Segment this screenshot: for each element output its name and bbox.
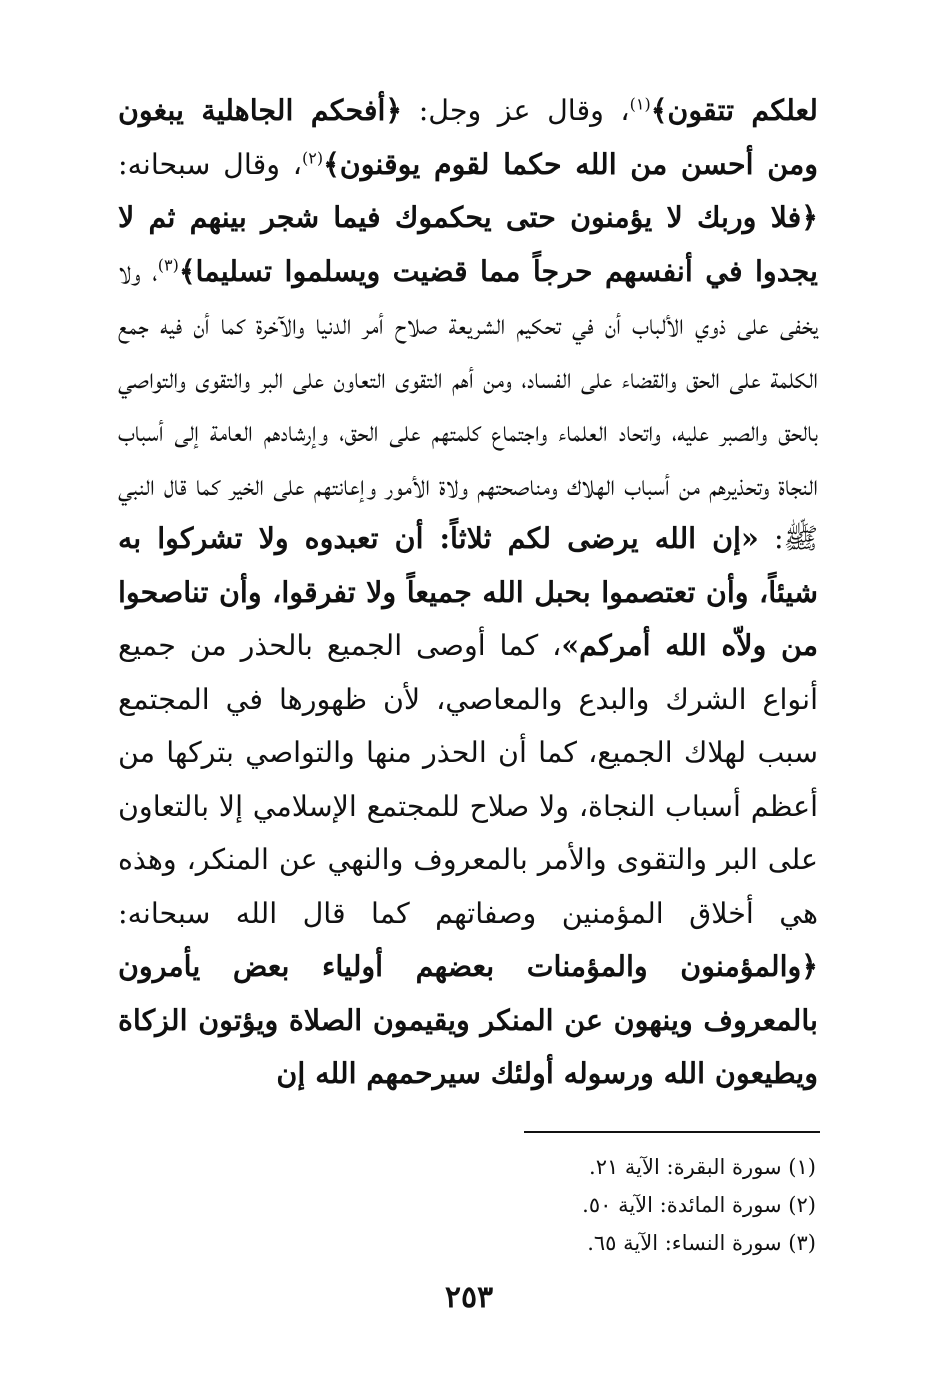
footnote-item: (١) سورة البقرة: الآية ٢١. (589, 1155, 816, 1179)
text-segment: ، كما أوصى الجميع بالحذر من جميع أنواع الشرك والبدع والمعاصي، لأن ظهورها في المجتمع سبب لهلاك الجميع، كما أن الحذر منها والتواصي بتركها من أعظم أسباب النجاة، ولا صلاح للمجتمع الإسلامي إلا بالتعاون على البر والتقوى والأمر بالمعروف والنهي عن المنكر، وهذه هي أخلاق المؤمنين وصفاتهم كما قال الله سبحانه: (118, 629, 818, 930)
footnotes-list (396, 1148, 816, 1262)
page-body (118, 84, 818, 1101)
hadith-quote: «إن الله يرضى لكم ثلاثاً: أن تعبدوه ولا تشركوا به شيئاً، وأن تعتصموا بحبل الله جميعاً ولا تفرقوا، وأن تناصحوا من ولاّه الله أمركم» (118, 521, 819, 662)
footnote-ref-3: (٣) (157, 255, 179, 274)
text-segment: ، وقال سبحانه: (118, 147, 302, 181)
page-number: ٢٥٣ (444, 1280, 494, 1315)
quran-verse: ﴿فلا وربك لا يؤمنون حتى يحكموك فيما شجر بينهم ثم لا يجدوا في أنفسهم حرجاً مما قضيت ويسلموا تسليما﴾ (118, 200, 818, 288)
footnote-ref-2: (٢) (301, 148, 324, 167)
quran-verse: ﴿أفحكم الجاهلية يبغون ومن أحسن من الله حكما لقوم يوقنون﴾ (118, 93, 818, 181)
footnote-separator (524, 1131, 820, 1133)
quran-verse-ending: لعلكم تتقون﴾ (650, 93, 818, 127)
text-segment: ، وقال عز وجل: (402, 94, 630, 127)
footnote-ref-1: (١) (629, 94, 651, 114)
footnote-item: (٣) سورة النساء: الآية ٦٥. (587, 1231, 816, 1255)
footnote-item: (٢) سورة المائدة: الآية ٥٠. (582, 1193, 816, 1217)
main-paragraph (118, 84, 818, 1101)
quran-verse: ﴿والمؤمنون والمؤمنات بعضهم أولياء بعض يأمرون بالمعروف وينهون عن المنكر ويقيمون الصلاة ويؤتون الزكاة ويطيعون الله ورسوله أولئك سيرحمهم الله إن (118, 949, 818, 1090)
text-segment: ، ولا يخفى على ذوي الألباب أن في تحكيم الشريعة صلاح أمر الدنيا والآخرة كما أن فيه جمع الكلمة على الحق والقضاء على الفساد، ومن أهم التقوى التعاون على البر والتقوى والتواصي بالحق والصبر عليه، واتحاد العلماء واجتماع كلمتهم على الحق، وإرشادهم العامة إلى أسباب النجاة وتحذيرهم من أسباب الهلاك ومناصحتهم ولاة الأمور وإعانتهم على الخير كما قال النبي ﷺ: (118, 254, 818, 555)
